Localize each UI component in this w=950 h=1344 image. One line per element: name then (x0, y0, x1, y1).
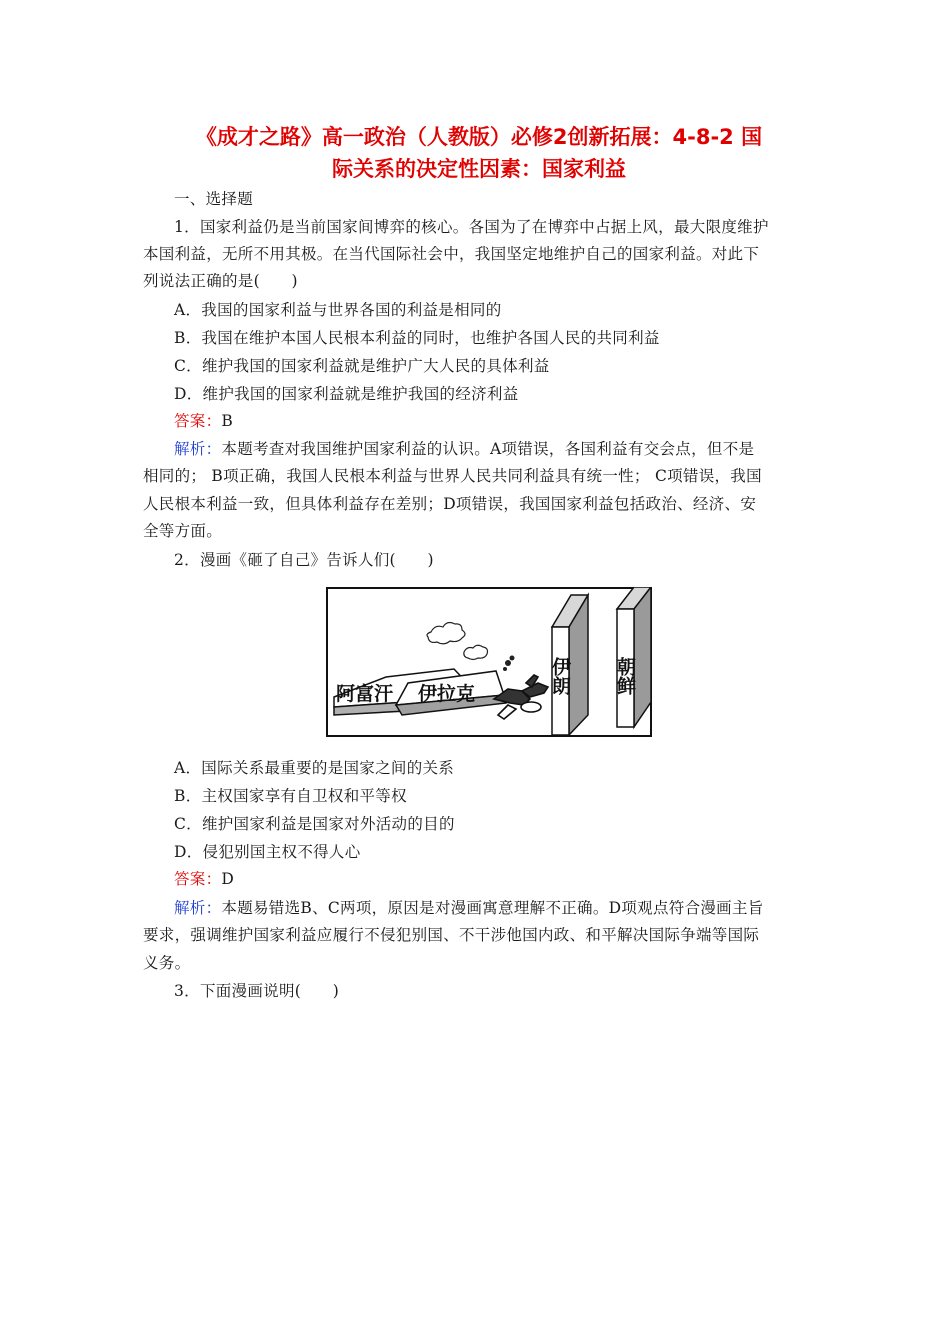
q1-option-d: D．维护我国的国家利益就是维护我国的经济利益 (174, 385, 519, 403)
q1-answer-value: B (221, 412, 234, 430)
q1-stem-line1: 1．国家利益仍是当前国家间博弈的核心。各国为了在博弈中占据上风，最大限度维护 (174, 218, 769, 236)
q2-answer (174, 866, 808, 892)
q1-analysis-line4: 全等方面。 (143, 522, 223, 540)
q2-analysis-line3: 义务。 (143, 954, 191, 972)
q1-stem-line2: 本国利益，无所不用其极。在当代国际社会中，我国坚定地维护自己的国家利益。对此下 (143, 245, 760, 263)
section-heading: 一、选择题 (174, 190, 254, 208)
cartoon-smashed-myself (326, 587, 652, 737)
q1-option-b: B．我国在维护本国人民根本利益的同时，也维护各国人民的共同利益 (174, 329, 660, 347)
label-iraq: 伊拉克 (418, 683, 476, 705)
q1-analysis-line2: 相同的； B项正确，我国人民根本利益与世界人民共同利益具有统一性； C项错误，我国 (143, 467, 762, 485)
q1-analysis-label: 解析： (174, 440, 222, 458)
q2-stem: 2．漫画《砸了自己》告诉人们( ) (174, 551, 434, 569)
q2-option-b: B．主权国家享有自卫权和平等权 (174, 787, 407, 805)
doc-title-line1: 《成才之路》高一政治（人教版）必修2创新拓展：4-8-2 国 (195, 125, 763, 149)
q2-option-d: D．侵犯别国主权不得人心 (174, 843, 361, 861)
q2-analysis-line2: 要求，强调维护国家利益应履行不侵犯别国、不干涉他国内政、和平解决国际争端等国际 (143, 926, 760, 944)
q1-answer (174, 408, 808, 434)
q1-stem-line3: 列说法正确的是( ) (143, 272, 298, 290)
cartoon-frame (327, 588, 651, 736)
q2-answer-label: 答案： (174, 870, 222, 888)
q2-analysis-label: 解析： (174, 899, 222, 917)
q1-option-a: A．我国的国家利益与世界各国的利益是相同的 (174, 301, 502, 319)
label-iran: 伊朗 (549, 657, 571, 695)
q2-answer-value: D (221, 870, 235, 888)
q2-option-a: A．国际关系最重要的是国家之间的关系 (174, 759, 455, 777)
label-korea: 朝鲜 (614, 657, 636, 695)
q1-answer-label: 答案： (174, 412, 222, 430)
doc-title-line2: 际关系的决定性因素：国家利益 (332, 157, 626, 181)
q3-stem: 3．下面漫画说明( ) (174, 982, 340, 1000)
label-afghanistan: 阿富汗 (336, 683, 394, 705)
q1-analysis-line3: 人民根本利益一致，但具体利益存在差别；D项错误，我国国家利益包括政治、经济、安 (143, 495, 757, 513)
q1-option-c: C．维护我国的国家利益就是维护广大人民的具体利益 (174, 357, 550, 375)
q2-analysis-line1: 解析：本题易错选B、C两项，原因是对漫画寓意理解不正确。D项观点符合漫画主旨 (174, 899, 764, 917)
q1-analysis-line1: 解析：本题考查对我国维护国家利益的认识。A项错误，各国利益有交会点，但不是 (174, 440, 755, 458)
q2-option-c: C．维护国家利益是国家对外活动的目的 (174, 815, 455, 833)
